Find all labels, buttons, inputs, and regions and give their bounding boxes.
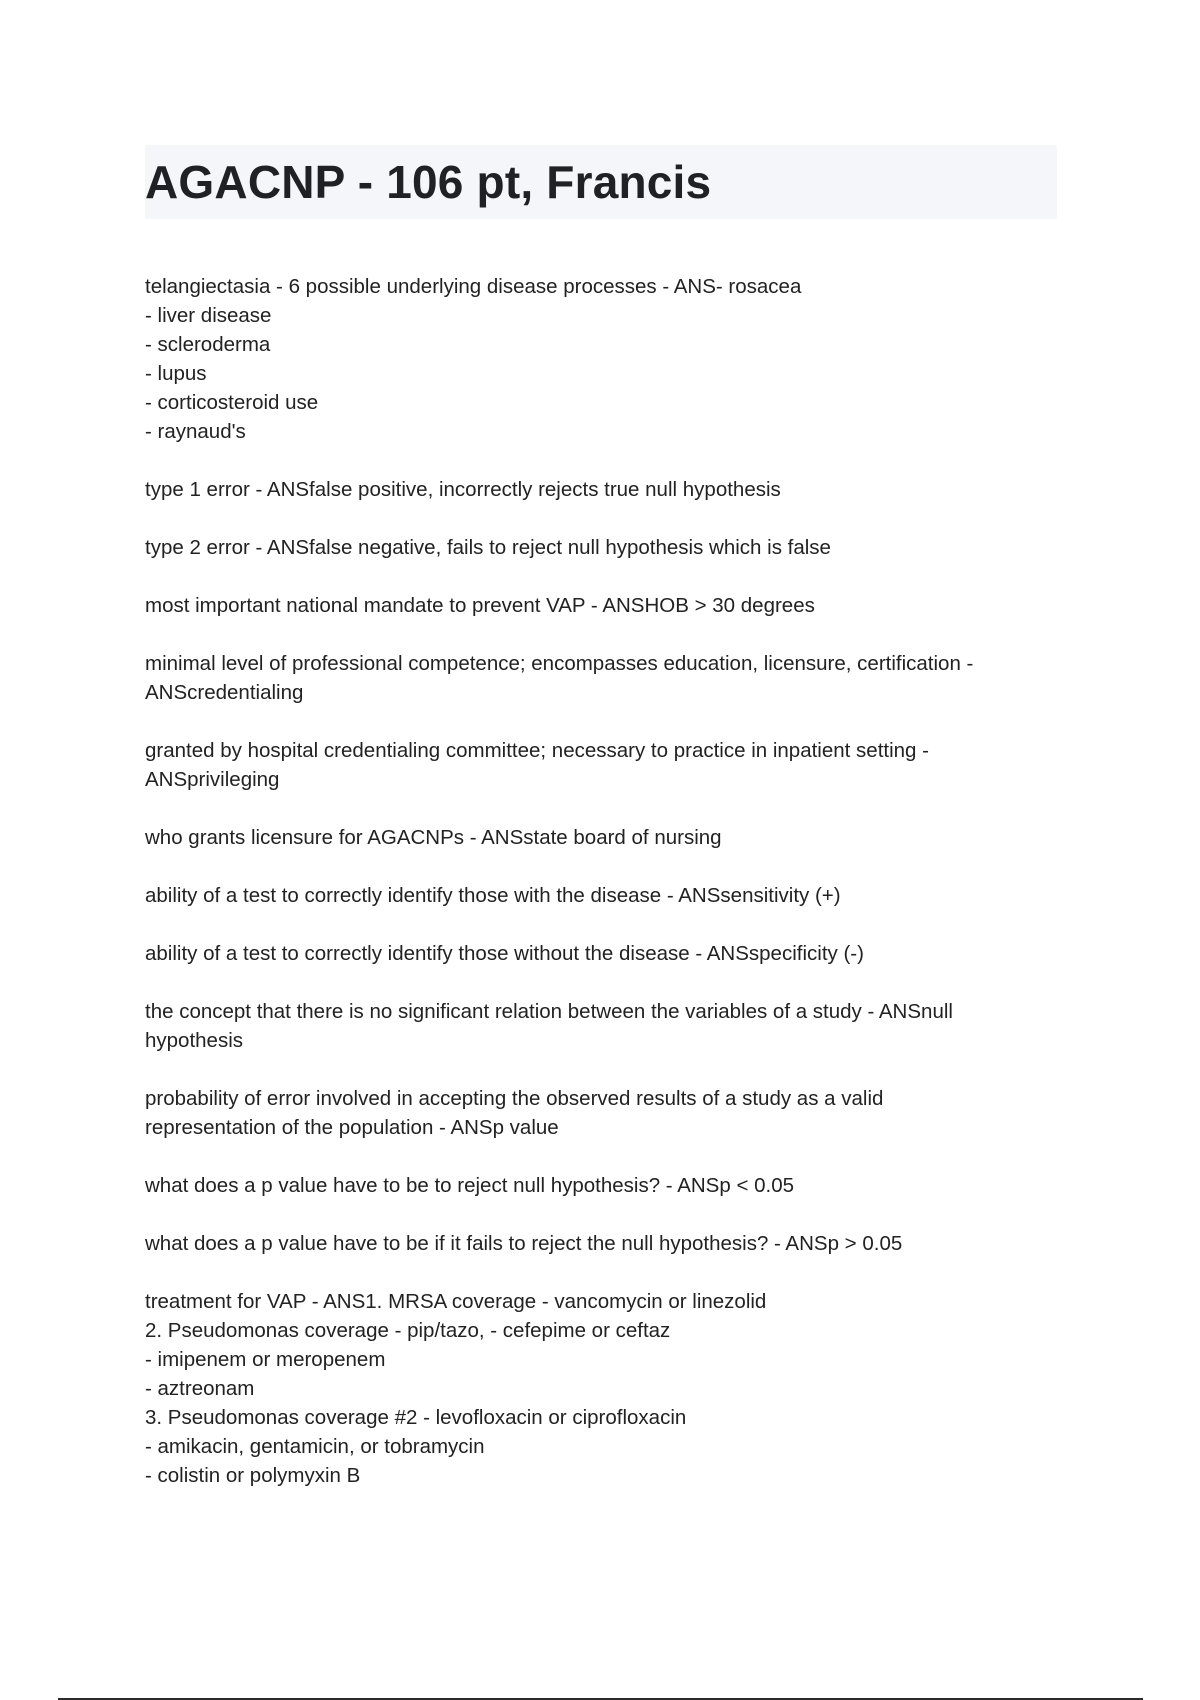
entry-question-line: probability of error involved in accepting the observed results of a study as a valid — [145, 1087, 884, 1110]
entry-continuation-line: - raynaud's — [145, 420, 246, 443]
entry-continuation-line: - colistin or polymyxin B — [145, 1464, 361, 1487]
qa-entry — [145, 1287, 1065, 1490]
entry-continuation-line: - lupus — [145, 362, 207, 385]
entry-question-line: granted by hospital credentialing committee; necessary to practice in inpatient setting - — [145, 739, 929, 762]
entry-continuation-line: - aztreonam — [145, 1377, 255, 1400]
entry-continuation-line: - imipenem or meropenem — [145, 1348, 386, 1371]
entry-continuation-line: - amikacin, gentamicin, or tobramycin — [145, 1435, 485, 1458]
entry-question-line: what does a p value have to be if it fails to reject the null hypothesis? - ANSp > 0.05 — [145, 1232, 903, 1255]
qa-entry — [145, 649, 1065, 707]
entry-question-line: type 1 error - ANSfalse positive, incorrectly rejects true null hypothesis — [145, 478, 781, 501]
qa-entry — [145, 881, 1065, 910]
entry-continuation-line: 3. Pseudomonas coverage #2 - levofloxacin or ciprofloxacin — [145, 1406, 687, 1429]
entry-continuation-line: - scleroderma — [145, 333, 271, 356]
entry-continuation-line: - liver disease — [145, 304, 272, 327]
qa-entry — [145, 823, 1065, 852]
entry-question-line: telangiectasia - 6 possible underlying disease processes - ANS- rosacea — [145, 275, 802, 298]
entry-continuation-line: representation of the population - ANSp value — [145, 1116, 559, 1139]
qa-entry — [145, 939, 1065, 968]
title-bar — [145, 145, 1057, 219]
qa-entry — [145, 1229, 1065, 1258]
qa-entry — [145, 736, 1065, 794]
entry-question-line: ability of a test to correctly identify those without the disease - ANSspecificity (-) — [145, 942, 864, 965]
qa-entry — [145, 1171, 1065, 1200]
entry-continuation-line: 2. Pseudomonas coverage - pip/tazo, - cefepime or ceftaz — [145, 1319, 671, 1342]
qa-entry — [145, 1084, 1065, 1142]
entry-question-line: most important national mandate to prevent VAP - ANSHOB > 30 degrees — [145, 594, 815, 617]
page-title: AGACNP - 106 pt, Francis — [145, 156, 712, 208]
entry-question-line: ability of a test to correctly identify those with the disease - ANSsensitivity (+) — [145, 884, 841, 907]
qa-entry — [145, 533, 1065, 562]
entry-question-line: the concept that there is no significant relation between the variables of a study - ANSnull — [145, 1000, 953, 1023]
entry-question-line: minimal level of professional competence; encompasses education, licensure, certification - — [145, 652, 974, 675]
entry-question-line: what does a p value have to be to reject null hypothesis? - ANSp < 0.05 — [145, 1174, 795, 1197]
entry-question-line: treatment for VAP - ANS1. MRSA coverage - vancomycin or linezolid — [145, 1290, 767, 1313]
entry-continuation-line: ANSprivileging — [145, 768, 280, 791]
entry-continuation-line: - corticosteroid use — [145, 391, 319, 414]
qa-entry — [145, 997, 1065, 1055]
entry-question-line: who grants licensure for AGACNPs - ANSstate board of nursing — [145, 826, 722, 849]
entry-continuation-line: ANScredentialing — [145, 681, 304, 704]
qa-entry — [145, 272, 1065, 446]
qa-entry — [145, 475, 1065, 504]
entry-question-line: type 2 error - ANSfalse negative, fails to reject null hypothesis which is false — [145, 536, 831, 559]
qa-entry — [145, 591, 1065, 620]
entry-continuation-line: hypothesis — [145, 1029, 244, 1052]
study-notes — [145, 272, 1065, 1519]
